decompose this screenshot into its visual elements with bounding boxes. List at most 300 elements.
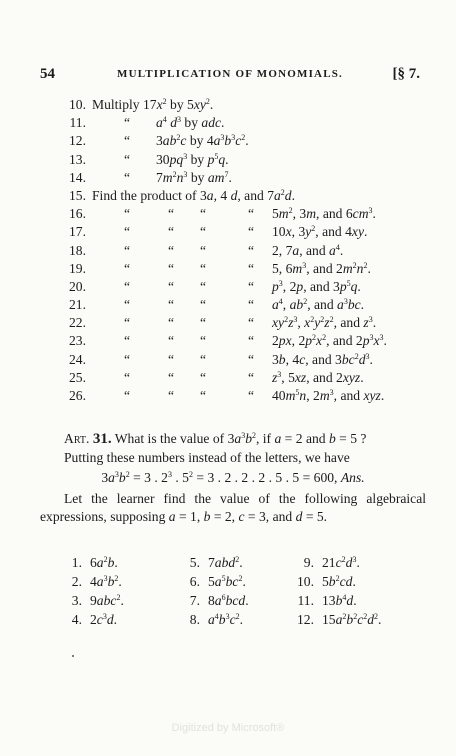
math-part: xyz [363, 388, 381, 403]
expression-row [60, 591, 430, 610]
running-header [40, 66, 420, 84]
math-part: a [96, 574, 104, 589]
ditto-mark: “ [200, 333, 207, 349]
math-part: . [383, 333, 387, 349]
math-part: a [96, 555, 104, 570]
math-part: 5 [208, 574, 215, 589]
math-part: 6 [221, 593, 226, 602]
ditto-mark: “ [248, 333, 255, 349]
math-part: Let the learner find the value of the following algebraical expressions, supposing [40, 490, 426, 524]
math-part: . [360, 369, 364, 385]
math-part: 3 [220, 133, 225, 143]
math-part: . [372, 206, 376, 222]
math-part: 2 [303, 297, 308, 307]
math-part: . [378, 612, 382, 627]
math-part: . [239, 612, 244, 627]
article-number: 31. [92, 431, 112, 447]
exercise-number: 21. [69, 297, 86, 313]
expression-row [60, 572, 430, 591]
exercise-list [60, 96, 430, 405]
math-part: 2 [90, 612, 97, 627]
exercise-row [60, 96, 430, 114]
math-part: d [358, 351, 366, 367]
math-part: . [239, 555, 243, 570]
math-part: d [295, 509, 303, 524]
ditto-mark: “ [124, 224, 131, 240]
math-part: 5 [322, 574, 329, 589]
math-part: 15 [322, 612, 336, 627]
expression-number: 10. [297, 574, 314, 589]
math-part: 2 [353, 612, 358, 621]
math-part: m [278, 206, 289, 222]
math-part: , 2 [282, 278, 297, 294]
exercise-text [92, 96, 213, 114]
ditto-mark: “ [124, 278, 131, 294]
math-part: 4 [342, 593, 347, 602]
ditto-mark: “ [200, 278, 207, 294]
math-part: d [106, 612, 114, 627]
math-part: 3 [277, 369, 282, 379]
ditto-mark: “ [168, 369, 175, 385]
math-part: 21 [322, 555, 336, 570]
ditto-mark: “ [168, 224, 175, 240]
math-part: , [282, 297, 290, 313]
expression-row [60, 610, 430, 629]
math-part: bc [347, 297, 361, 313]
math-part: b [335, 593, 343, 608]
math-part: b [245, 431, 252, 446]
exercise-text [156, 132, 249, 150]
math-part: , if [255, 431, 275, 446]
exercise-row [60, 151, 430, 169]
math-part: m [306, 206, 317, 222]
math-part: q [350, 278, 358, 294]
math-part: 4 [278, 297, 283, 307]
math-part: 2 [311, 224, 316, 234]
exercise-number: 17. [69, 224, 86, 240]
math-part: . 5 [171, 470, 189, 485]
math-part: b [118, 470, 126, 485]
math-part: = 2 and [281, 431, 329, 446]
math-part: 2 [272, 333, 279, 349]
math-part: 30 [156, 151, 170, 167]
exercise-text [272, 296, 364, 314]
math-part: 2 [116, 593, 121, 602]
math-part: 2 [251, 431, 256, 440]
ditto-mark: “ [248, 369, 255, 385]
math-part: b [224, 133, 232, 149]
ditto-mark: “ [124, 351, 131, 367]
math-part: m [319, 388, 330, 403]
math-part: 2 [374, 612, 379, 621]
exercise-text [156, 114, 224, 132]
math-part: a [329, 242, 336, 258]
math-part: . [380, 388, 385, 403]
math-part: . [118, 574, 122, 589]
ditto-mark: “ [168, 206, 175, 222]
math-part: xy [272, 315, 285, 331]
math-part: , and [299, 242, 330, 258]
ditto-mark: “ [200, 388, 207, 403]
math-part: xy [351, 224, 364, 240]
math-part: bc [341, 351, 355, 367]
exercise-text [272, 242, 343, 260]
expression-number: 2. [71, 574, 82, 589]
math-part: c [96, 612, 103, 627]
math-part: cd [339, 574, 353, 589]
math-part: 5 [272, 206, 279, 222]
math-part: = 3 . 2 . 2 . 2 . 5 . 5 = 600, [192, 470, 341, 485]
math-part: b [328, 574, 336, 589]
ditto-mark: “ [124, 115, 131, 131]
ditto-mark: “ [124, 206, 131, 222]
ditto-mark: “ [124, 133, 131, 149]
math-part: . [363, 224, 368, 240]
math-part: 3 [302, 260, 307, 270]
exercise-text [272, 332, 387, 350]
math-part: , 4 [285, 351, 300, 367]
math-part: . [242, 574, 246, 589]
math-part: 3 [156, 133, 163, 149]
exercise-row [60, 260, 430, 278]
math-part: . [120, 593, 124, 608]
math-part: 2 [235, 612, 240, 621]
math-part: 2 [352, 260, 357, 270]
math-part: 3 [368, 315, 373, 325]
ditto-mark: “ [168, 333, 175, 349]
math-part: 2 [342, 612, 347, 621]
math-part: , 5 [281, 369, 295, 385]
expression-number: 7. [189, 593, 200, 608]
math-part: c [229, 612, 236, 627]
ditto-mark: “ [124, 260, 131, 276]
math-part: n [299, 388, 307, 403]
math-part: 3 [231, 133, 236, 143]
watermark: Digitized by Microsoft® [171, 722, 285, 734]
exercise-number: 16. [69, 206, 86, 222]
math-part: . [357, 278, 361, 294]
math-part: x [373, 333, 380, 349]
exercise-number: 22. [69, 315, 86, 331]
math-part: q [218, 151, 226, 167]
ditto-mark: “ [248, 242, 255, 258]
math-part: 3 [167, 470, 172, 479]
math-part: c [299, 351, 306, 367]
ditto-mark: “ [168, 242, 175, 258]
math-part: p [305, 333, 313, 349]
expression-number: 4. [71, 612, 82, 627]
math-part: z [288, 315, 294, 331]
math-part: What is the value of 3 [114, 431, 235, 446]
math-part: b [328, 431, 336, 446]
math-part: by 4 [186, 133, 214, 149]
math-part: 3 [379, 333, 384, 343]
math-part: 3 [278, 278, 283, 288]
article-31 [40, 430, 426, 527]
exercise-row [60, 278, 430, 296]
section-marker: [§ 7. [392, 66, 420, 82]
math-part: 4 [335, 242, 340, 252]
math-part: , and 2 [306, 260, 343, 276]
math-part: . [367, 260, 371, 276]
expression-number: 5. [189, 555, 200, 570]
exercise-number: 20. [69, 278, 86, 294]
math-part: . [291, 187, 295, 203]
math-part: 13 [322, 593, 336, 608]
exercise-number: 24. [69, 351, 86, 367]
expression-item [178, 572, 246, 591]
math-part: 2 [205, 97, 210, 106]
math-part: a [274, 187, 281, 203]
math-part: 2 [310, 315, 315, 325]
exercise-text [272, 387, 384, 405]
ditto-mark: “ [124, 315, 131, 331]
expression-item [292, 610, 381, 629]
math-part: = 2, [210, 509, 239, 524]
exercise-row [60, 296, 430, 314]
math-part: 2 [241, 133, 246, 143]
math-part: 4 [214, 612, 219, 621]
math-part: 3 [183, 151, 188, 161]
math-part: x [316, 333, 323, 349]
math-part: , 2 [291, 333, 306, 349]
math-part: d [284, 187, 292, 203]
exercise-row [60, 132, 430, 150]
math-part: by [187, 169, 208, 185]
math-part: 2 [162, 97, 167, 106]
math-part: , 4 [213, 187, 231, 203]
math-part: 2 [114, 574, 119, 583]
exercise-row [60, 387, 430, 405]
math-part: . [221, 115, 225, 131]
exercise-text [272, 205, 376, 223]
math-part: 2 [284, 315, 289, 325]
page-number: 54 [40, 66, 55, 82]
math-part: d [367, 612, 375, 627]
math-part: , and 2 [326, 333, 363, 349]
math-part: a [108, 470, 115, 485]
math-part: 2 [341, 555, 346, 564]
ditto-mark: “ [248, 351, 255, 367]
math-part: 2 [188, 470, 193, 479]
math-part: , [297, 315, 305, 331]
math-part: bc [225, 574, 239, 589]
math-part: m [285, 388, 296, 403]
math-part: 2 [125, 470, 130, 479]
math-part: , 2 [306, 388, 320, 403]
math-part: z [324, 315, 330, 331]
paragraph-instruction [40, 490, 426, 527]
math-part: 3 [103, 574, 108, 583]
math-part: . [209, 97, 214, 112]
exercise-number: 26. [69, 388, 86, 403]
exercise-row [60, 351, 430, 369]
ditto-mark: “ [124, 151, 131, 167]
math-part: 2 [320, 315, 325, 325]
math-part: a [213, 133, 221, 149]
exercise-row [60, 242, 430, 260]
ditto-mark: “ [200, 351, 207, 367]
math-part: a [292, 242, 300, 258]
math-part: 2 [176, 133, 181, 143]
math-part: , and 3 [305, 351, 342, 367]
expression-item [178, 553, 243, 572]
math-part: ab [162, 133, 177, 149]
math-part: c [357, 612, 364, 627]
math-part: 3 [177, 115, 181, 125]
ditto-mark: “ [124, 297, 131, 313]
math-part: pq [169, 151, 184, 167]
expression-number: 1. [71, 555, 82, 570]
ditto-mark: “ [168, 315, 175, 331]
question-text [115, 431, 367, 446]
math-part: a [335, 612, 343, 627]
exercise-number: 23. [69, 333, 86, 349]
exercise-number: 19. [69, 260, 86, 276]
exercise-text [272, 278, 361, 296]
math-part: y [305, 224, 312, 240]
exercise-number: 11. [69, 115, 86, 131]
math-part: b [218, 612, 226, 627]
math-part: a [272, 297, 279, 313]
expression-item [60, 572, 122, 591]
math-part: . [372, 315, 377, 331]
exercise-number: 13. [69, 151, 86, 167]
ditto-mark: “ [168, 297, 175, 313]
math-part: ab [289, 297, 304, 313]
math-part: 3 [272, 351, 279, 367]
math-part: 2 [103, 555, 108, 564]
math-part: x [304, 315, 311, 331]
running-title: MULTIPLICATION OF MONOMIALS. [116, 68, 343, 80]
exercise-row [60, 223, 430, 241]
math-part: z [363, 315, 369, 331]
exercise-text [92, 187, 295, 205]
math-part: Multiply 17 [92, 97, 157, 112]
math-part: d [230, 187, 238, 203]
math-part: , and 6 [316, 206, 353, 222]
math-part: xy [193, 97, 206, 112]
math-part: 9 [90, 593, 97, 608]
math-part: 2 [363, 612, 368, 621]
math-part: p [296, 278, 304, 294]
math-part: , and 7 [237, 187, 274, 203]
math-part: 7 [224, 169, 229, 179]
math-part: , and [333, 315, 364, 331]
math-part: 3 [365, 351, 370, 361]
math-part: d [170, 115, 177, 131]
math-part: 2 [335, 574, 340, 583]
math-part: m [162, 169, 173, 185]
math-part: by [181, 115, 202, 131]
math-part: . [356, 555, 360, 570]
exercise-text [272, 369, 364, 387]
math-part: 3 [241, 431, 246, 440]
ditto-mark: “ [124, 169, 131, 185]
ditto-mark: “ [124, 369, 131, 385]
ditto-mark: “ [124, 333, 131, 349]
math-part: c [235, 133, 242, 149]
ditto-mark: “ [200, 315, 207, 331]
math-part: cm [352, 206, 369, 222]
exercise-row [60, 187, 430, 205]
math-part: 3 [293, 315, 298, 325]
expression-item [178, 610, 243, 629]
math-part: 10 [272, 224, 286, 240]
math-part: = 3 . 2 [129, 470, 168, 485]
ditto-mark: “ [248, 297, 255, 313]
expression-item [60, 610, 117, 629]
math-part: 2 [322, 333, 327, 343]
math-part: p [339, 278, 347, 294]
math-part: a [214, 593, 222, 608]
expression-number: 3. [71, 593, 82, 608]
math-part: xz [294, 369, 307, 385]
math-part: x [285, 224, 292, 240]
exercise-text [272, 314, 376, 332]
math-part: abc [96, 593, 117, 608]
ditto-mark: “ [248, 388, 255, 403]
math-part: 5 [221, 574, 226, 583]
math-part: 5, 6 [272, 260, 293, 276]
math-part: . [353, 593, 357, 608]
math-part: c [335, 555, 342, 570]
math-part: 3 [329, 388, 334, 397]
math-part: 3 [183, 169, 188, 179]
ditto-mark: “ [200, 260, 207, 276]
exercise-number: 14. [69, 169, 86, 185]
math-part: c [238, 509, 245, 524]
math-part: a [214, 574, 222, 589]
exercise-number: 12. [69, 133, 86, 149]
expression-list [60, 553, 430, 629]
math-part: abd [214, 555, 236, 570]
math-part: a [274, 431, 282, 446]
math-part: b [346, 612, 354, 627]
math-part: = 3, and [244, 509, 296, 524]
ditto-mark: “ [168, 278, 175, 294]
exercise-row [60, 314, 430, 332]
math-part: , and [307, 297, 338, 313]
math-part: = 1, [175, 509, 204, 524]
math-part: 2 [238, 574, 243, 583]
ditto-mark: “ [200, 297, 207, 313]
math-part: , and [333, 388, 364, 403]
math-part: 4 [90, 574, 97, 589]
math-part: a [337, 297, 344, 313]
exercise-number: 10. [69, 97, 86, 112]
math-part: by 5 [166, 97, 194, 112]
math-part: 2 [288, 206, 293, 216]
math-part: . [360, 297, 365, 313]
math-part: n [356, 260, 364, 276]
math-part: 3 [352, 555, 357, 564]
ditto-mark: “ [168, 260, 175, 276]
math-part: 2, 7 [272, 242, 293, 258]
math-part: 5 [214, 151, 219, 161]
ditto-mark: “ [200, 224, 207, 240]
ditto-mark: “ [124, 388, 131, 403]
expression-item [178, 591, 249, 610]
math-part: 2 [312, 333, 317, 343]
ditto-mark: “ [124, 242, 131, 258]
math-part: 2 [363, 260, 368, 270]
math-part: Find the product of 3 [92, 187, 207, 203]
math-part: . [228, 169, 232, 185]
math-part: . [113, 612, 118, 627]
math-part: 3 [225, 612, 230, 621]
expression-item [292, 572, 356, 591]
